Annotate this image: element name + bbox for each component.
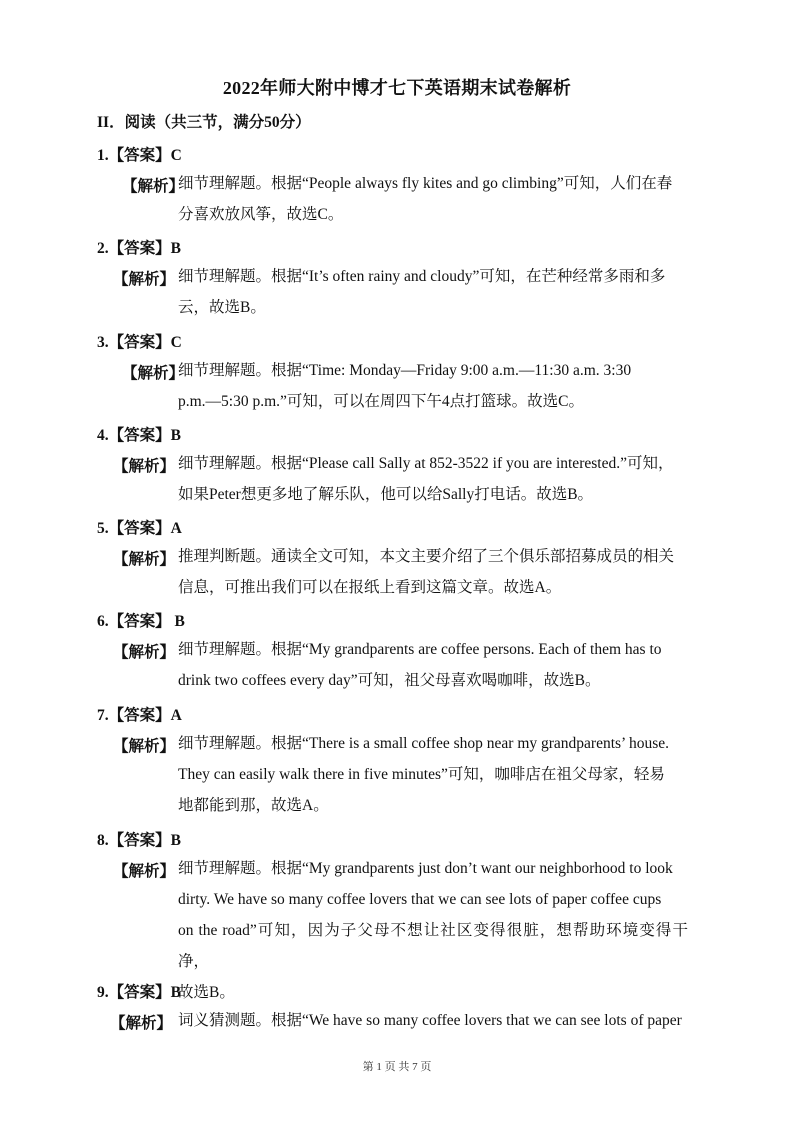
explanation-line: 地都能到那，故选A。 <box>178 797 329 814</box>
question-number: 7. <box>97 707 109 724</box>
answer-value: B <box>170 240 181 257</box>
answer-line <box>97 703 182 725</box>
explanation-text <box>178 541 688 603</box>
answer-line <box>97 143 182 165</box>
section-heading: II．阅读（共三节，满分50分） <box>97 114 311 131</box>
explanation-line: 故选B。 <box>178 984 235 1001</box>
question-number: 6. <box>97 613 109 630</box>
explanation-text <box>178 634 688 696</box>
explanation-text <box>178 261 688 323</box>
question-number: 2. <box>97 240 109 257</box>
answer-line <box>97 423 181 445</box>
explanation-label: 【解析】 <box>122 365 185 382</box>
explanation-line: 如果Peter想更多地了解乐队，他可以给Sally打电话。故选B。 <box>178 486 594 503</box>
answer-line <box>97 236 181 258</box>
answer-label: 【答案】 <box>108 832 171 849</box>
answer-label: 【答案】 <box>108 334 171 351</box>
answer-value: A <box>170 520 182 537</box>
answer-value: B <box>170 984 181 1001</box>
answer-value: C <box>170 147 182 164</box>
explanation-text <box>178 355 688 417</box>
answer-value: C <box>170 334 182 351</box>
answer-label: 【答案】 <box>108 707 171 724</box>
question-number: 3. <box>97 334 109 351</box>
explanation-line: 细节理解题。根据“Time: Monday—Friday 9:00 a.m.—11:30 a.m. 3:30 <box>178 362 632 379</box>
answer-label: 【答案】 <box>108 520 171 537</box>
explanation-line: 信息，可推出我们可以在报纸上看到这篇文章。故选A。 <box>178 579 562 596</box>
answer-value: A <box>170 707 182 724</box>
answer-line <box>97 980 181 1002</box>
question-number: 1. <box>97 147 109 164</box>
explanation-label: 【解析】 <box>113 738 176 755</box>
answer-value: B <box>170 832 181 849</box>
explanation-line: 细节理解题。根据“My grandparents are coffee persons. Each of them has to <box>178 641 662 658</box>
explanation-text <box>178 1005 688 1036</box>
explanation-label: 【解析】 <box>113 863 176 880</box>
explanation-line: 细节理解题。根据“People always fly kites and go climbing”可知，人们在春 <box>178 175 673 192</box>
answer-label: 【答案】 <box>108 984 171 1001</box>
answer-label: 【答案】 <box>108 147 171 164</box>
explanation-line: dirty. We have so many coffee lovers that we can see lots of paper coffee cups <box>178 891 662 908</box>
explanation-line: 细节理解题。根据“My grandparents just don’t want our neighborhood to look <box>178 860 673 877</box>
question-number: 4. <box>97 427 109 444</box>
explanation-line: 词义猜测题。根据“We have so many coffee lovers that we can see lots of paper <box>178 1012 682 1029</box>
answer-label: 【答案】 <box>108 240 171 257</box>
explanation-label: 【解析】 <box>113 458 176 475</box>
explanation-label: 【解析】 <box>122 178 185 195</box>
explanation-line: 推理判断题。通读全文可知，本文主要介绍了三个俱乐部招募成员的相关 <box>178 548 675 565</box>
answer-line <box>97 609 185 631</box>
explanation-line: They can easily walk there in five minutes”可知，咖啡店在祖父母家，轻易 <box>178 766 665 783</box>
answer-value: B <box>170 427 181 444</box>
question-number: 9. <box>97 984 109 1001</box>
explanation-line: 细节理解题。根据“It’s often rainy and cloudy”可知，在芒种经常多雨和多 <box>178 268 666 285</box>
explanation-line: 细节理解题。根据“There is a small coffee shop near my grandparents’ house. <box>178 735 669 752</box>
explanation-text <box>178 853 688 1008</box>
explanation-text <box>178 728 688 821</box>
page-footer: 第 1 页 共 7 页 <box>362 1061 432 1073</box>
answer-label: 【答案】 <box>108 613 171 630</box>
answer-line <box>97 828 181 850</box>
explanation-text <box>178 448 688 510</box>
explanation-label: 【解析】 <box>113 271 176 288</box>
answer-label: 【答案】 <box>108 427 171 444</box>
explanation-label: 【解析】 <box>110 1015 173 1032</box>
explanation-line: 细节理解题。根据“Please call Sally at 852-3522 if you are interested.”可知， <box>178 455 674 472</box>
answer-line <box>97 516 182 538</box>
explanation-line: on the road”可知，因为子父母不想让社区变得很脏，想帮助环境变得干净， <box>178 922 688 970</box>
question-number: 5. <box>97 520 109 537</box>
explanation-text <box>178 168 688 230</box>
document-title: 2022年师大附中博才七下英语期末试卷解析 <box>222 78 572 98</box>
explanation-line: p.m.—5:30 p.m.”可知，可以在周四下午4点打篮球。故选C。 <box>178 393 585 410</box>
explanation-label: 【解析】 <box>113 644 176 661</box>
explanation-line: 分喜欢放风筝，故选C。 <box>178 206 344 223</box>
question-number: 8. <box>97 832 109 849</box>
explanation-label: 【解析】 <box>113 551 176 568</box>
answer-line <box>97 330 182 352</box>
explanation-line: drink two coffees every day”可知，祖父母喜欢喝咖啡，故选B。 <box>178 672 601 689</box>
answer-value: B <box>170 613 185 630</box>
explanation-line: 云，故选B。 <box>178 299 266 316</box>
